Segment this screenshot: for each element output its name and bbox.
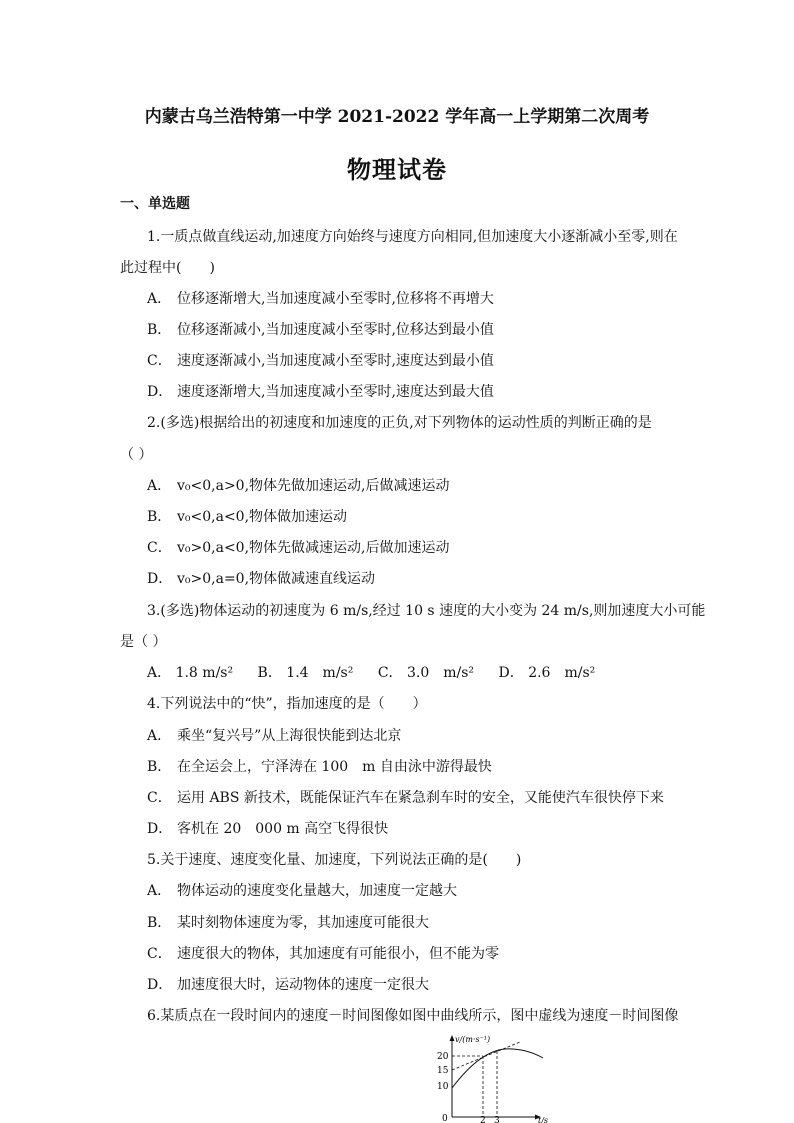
option-letter: C． bbox=[147, 540, 172, 556]
option-text: 位移逐渐减小,当加速度减小至零时,位移达到最小值 bbox=[177, 322, 494, 338]
option-text: 运用 ABS 新技术，既能保证汽车在紧急刹车时的安全，又能使汽车很快停下来 bbox=[177, 790, 664, 806]
question-2-option-a bbox=[147, 476, 450, 496]
option-letter: A． bbox=[147, 291, 172, 307]
option-text: v₀<0,a>0,物体先做加速运动,后做减速运动 bbox=[177, 478, 450, 494]
option-letter: A． bbox=[147, 478, 172, 494]
option-text: 在全运会上，宁泽涛在 100 m 自由泳中游得最快 bbox=[177, 759, 492, 775]
option-letter: C． bbox=[147, 946, 172, 962]
option-text: 1.8 m/s² bbox=[175, 665, 234, 681]
option-text: v₀>0,a=0,物体做减速直线运动 bbox=[177, 571, 376, 587]
option-text: 3.0 m/s² bbox=[406, 665, 475, 681]
question-2-stem-line1: 2.(多选)根据给出的初速度和加速度的正负,对下列物体的运动性质的判断正确的是 bbox=[147, 415, 652, 431]
option-text: 速度逐渐增大,当加速度减小至零时,速度达到最大值 bbox=[177, 384, 494, 400]
option-text: 速度逐渐减小,当加速度减小至零时,速度达到最小值 bbox=[177, 353, 494, 369]
option-letter: C． bbox=[147, 790, 172, 806]
question-3-option-b bbox=[258, 663, 354, 683]
question-6-stem-line1: 6.某质点在一段时间内的速度－时间图像如图中曲线所示，图中虚线为速度－时间图像 bbox=[147, 1008, 679, 1024]
x-axis-label: t/s bbox=[538, 1116, 549, 1123]
y-tick-10: 10 bbox=[437, 1082, 449, 1092]
question-1-option-b bbox=[147, 320, 494, 340]
option-text: 速度很大的物体，其加速度有可能很小，但不能为零 bbox=[177, 946, 499, 962]
y-tick-20: 20 bbox=[437, 1052, 449, 1062]
option-letter: B． bbox=[147, 509, 172, 525]
option-letter: C． bbox=[147, 353, 172, 369]
question-5-option-a bbox=[147, 881, 457, 901]
option-text: v₀<0,a<0,物体做加速运动 bbox=[177, 509, 348, 525]
option-text: 某时刻物体速度为零，其加速度可能很大 bbox=[177, 915, 429, 931]
option-letter: B． bbox=[147, 322, 172, 338]
option-letter: D． bbox=[498, 665, 524, 681]
question-4-option-a bbox=[147, 726, 401, 746]
option-text: 1.4 m/s² bbox=[286, 665, 354, 681]
paper-subject-title: 物理试卷 bbox=[347, 155, 447, 184]
y-axis-label: v/(m·s⁻¹) bbox=[455, 1035, 491, 1044]
option-letter: C． bbox=[377, 665, 403, 681]
question-4-option-d bbox=[147, 819, 388, 839]
option-text: 乘坐“复兴号”从上海很快能到达北京 bbox=[177, 728, 402, 744]
option-letter: B． bbox=[147, 759, 172, 775]
question-4-option-b bbox=[147, 757, 492, 777]
question-2-option-c bbox=[147, 538, 450, 558]
option-letter: D． bbox=[147, 977, 173, 993]
question-4-option-c bbox=[147, 788, 664, 808]
option-letter: A． bbox=[147, 883, 172, 899]
question-1-stem-line1: 1.一质点做直线运动,加速度方向始终与速度方向相同,但加速度大小逐渐减小至零,则在 bbox=[147, 229, 678, 245]
section-heading-single-choice: 一、单选题 bbox=[120, 196, 190, 212]
option-text: 2.6 m/s² bbox=[528, 665, 596, 681]
question-3-stem-line2: 是（ ） bbox=[120, 634, 167, 650]
option-text: v₀>0,a<0,物体先做减速运动,后做加速运动 bbox=[177, 540, 450, 556]
question-5-stem-line1: 5.关于速度、速度变化量、加速度，下列说法正确的是( ) bbox=[147, 852, 522, 868]
velocity-time-figure bbox=[425, 1033, 575, 1123]
x-tick-3: 3 bbox=[494, 1116, 500, 1123]
option-text: 物体运动的速度变化量越大，加速度一定越大 bbox=[177, 883, 457, 899]
question-5-option-c bbox=[147, 944, 499, 964]
question-2-option-b bbox=[147, 507, 347, 527]
exam-title: 内蒙古乌兰浩特第一中学 2021-2022 学年高一上学期第二次周考 bbox=[144, 107, 650, 127]
option-letter: A． bbox=[147, 728, 172, 744]
question-5-option-d bbox=[147, 975, 429, 995]
question-1-option-a bbox=[147, 289, 494, 309]
question-5-option-b bbox=[147, 913, 429, 933]
option-text: 位移逐渐增大,当加速度减小至零时,位移将不再增大 bbox=[177, 291, 494, 307]
question-2-option-d bbox=[147, 569, 375, 589]
velocity-curve bbox=[452, 1049, 543, 1088]
question-3-option-c bbox=[378, 663, 474, 683]
origin-label: 0 bbox=[442, 1114, 448, 1123]
option-text: 客机在 20 000 m 高空飞得很快 bbox=[177, 821, 389, 837]
option-letter: D． bbox=[147, 384, 173, 400]
question-3-stem-line1: 3.(多选)物体运动的初速度为 6 m/s,经过 10 s 速度的大小变为 24 m/s,则加速度大小可能 bbox=[147, 603, 706, 619]
question-4-stem-line1: 4.下列说法中的“快”，指加速度的是（ ） bbox=[147, 696, 427, 712]
question-1-option-c bbox=[147, 351, 494, 371]
y-tick-15: 15 bbox=[437, 1066, 449, 1076]
option-letter: D． bbox=[147, 821, 173, 837]
option-letter: B． bbox=[147, 915, 172, 931]
x-tick-2: 2 bbox=[480, 1116, 486, 1123]
y-axis-arrow-icon bbox=[450, 1035, 455, 1041]
option-letter: B． bbox=[257, 665, 282, 681]
option-text: 加速度很大时，运动物体的速度一定很大 bbox=[177, 977, 429, 993]
question-1-option-d bbox=[147, 382, 494, 402]
question-1-stem-line2: 此过程中( ) bbox=[120, 260, 215, 276]
question-3-option-d bbox=[499, 663, 596, 683]
option-letter: A． bbox=[147, 665, 172, 681]
option-letter: D． bbox=[147, 571, 173, 587]
question-3-options-row bbox=[147, 663, 615, 683]
question-3-option-a bbox=[147, 663, 233, 683]
question-2-stem-line2: （ ） bbox=[120, 447, 153, 463]
